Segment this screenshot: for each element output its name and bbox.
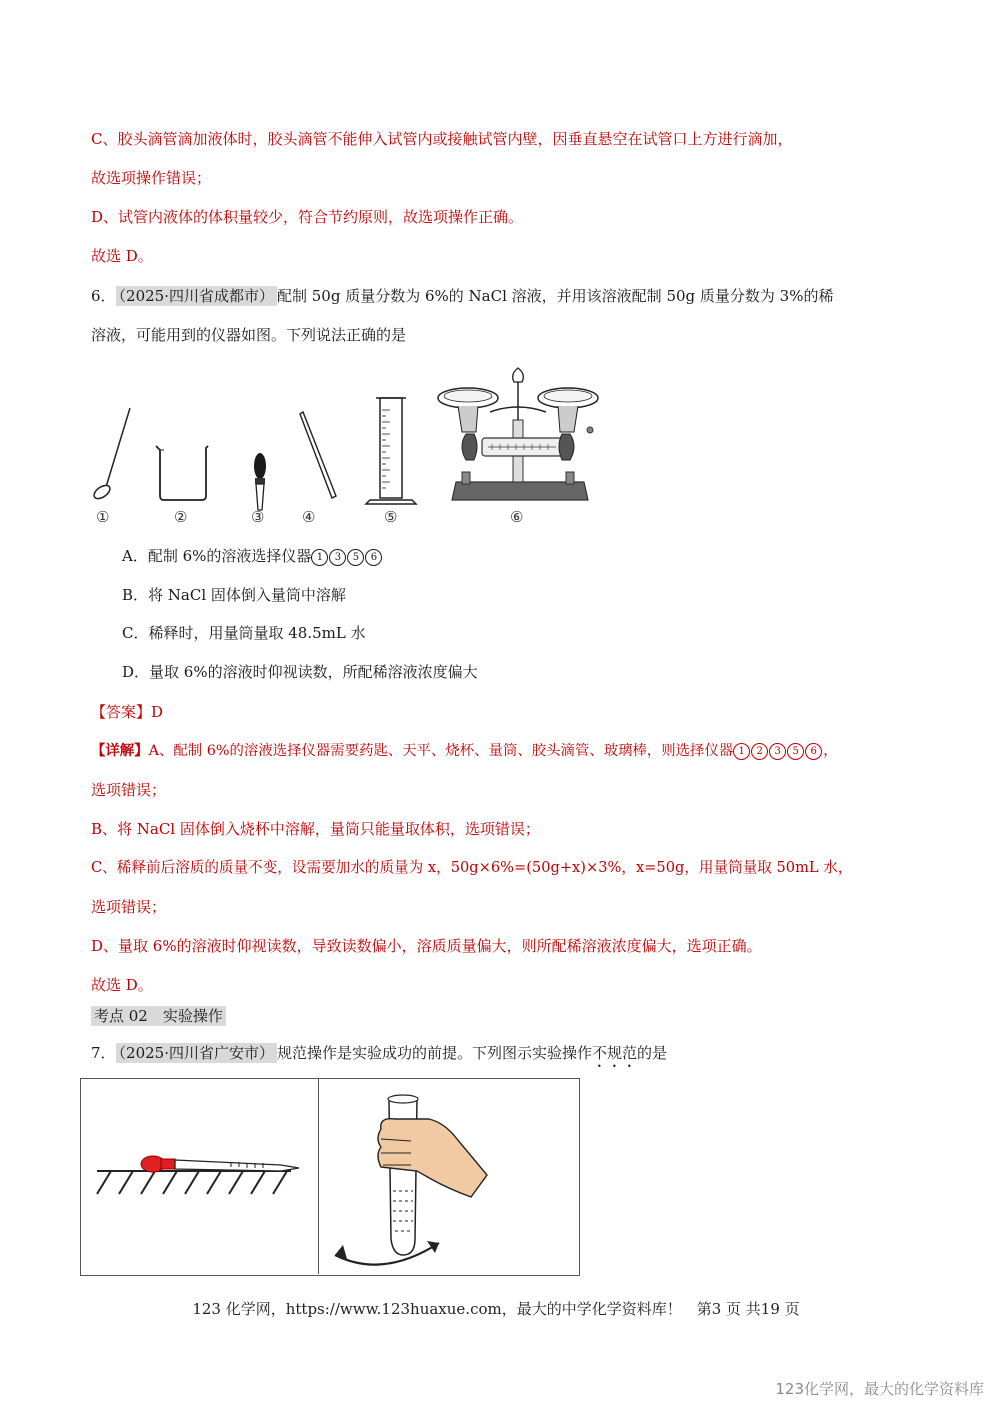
glass-rod-icon (300, 412, 336, 498)
item-num: 3 (769, 743, 786, 760)
page-footer: 123 化学网，https://www.123huaxue.com，最大的中学化学资料库！ 第3 页 共19 页 (192, 1300, 800, 1318)
section-header (91, 1005, 226, 1027)
q6-detail-b: B、将 NaCl 固体倒入烧杯中溶解，量筒只能量取体积，选项错误； (91, 820, 540, 838)
q7-stem-text: 规范操作是实验成功的前提。下列图示实验操作 (277, 1044, 593, 1062)
q6-detail-a-line1 (91, 740, 838, 762)
detail-tag: 【详解】 (91, 742, 149, 759)
q6-option-a-text: A．配制 6%的溶液选择仪器 (122, 547, 312, 565)
beaker-icon (156, 446, 208, 500)
q6-option-a (122, 545, 383, 567)
item-num: 6 (365, 549, 382, 566)
instrument-label-1: ① (96, 508, 110, 526)
q7-stem-end: 的是 (637, 1044, 668, 1062)
q6-select: 故选 D。 (91, 976, 153, 994)
prev-option-c-line1: C、胶头滴管滴加液体时，胶头滴管不能伸入试管内或接触试管内壁，因垂直悬空在试管口上方进行滴加， (91, 130, 793, 148)
item-num: 6 (805, 743, 822, 760)
instrument-label-3: ③ (251, 508, 265, 526)
instrument-label-4: ④ (302, 508, 316, 526)
instrument-label-6: ⑥ (510, 508, 524, 526)
dropper-icon (254, 453, 266, 510)
prev-select: 故选 D。 (91, 247, 153, 265)
graduated-cylinder-icon (366, 398, 416, 504)
q6-option-b: B．将 NaCl 固体倒入量筒中溶解 (122, 586, 346, 604)
spoon-icon (92, 408, 130, 501)
item-num: 2 (751, 743, 768, 760)
instrument-label-2: ② (174, 508, 188, 526)
q6-detail-d: D、量取 6%的溶液时仰视读数，导致读数偏小，溶质质量偏大，则所配稀溶液浓度偏大，选项正确。 (91, 937, 762, 955)
q7-source-tag: （2025·四川省广安市） (116, 1043, 277, 1063)
section-tag: 考点 02 实验操作 (91, 1006, 226, 1026)
swing-arrow-icon (335, 1243, 439, 1265)
q6-stem-line2: 溶液，可能用到的仪器如图。下列说法正确的是 (91, 326, 407, 344)
watermark: 123化学网，最大的化学资料库 (775, 1380, 984, 1398)
q6-number: 6． (91, 287, 116, 305)
instruments-figure (90, 360, 600, 530)
instrument-label-5: ⑤ (384, 508, 398, 526)
prev-option-d: D、试管内液体的体积量较少，符合节约原则，故选项操作正确。 (91, 208, 524, 226)
detail-a1: A、配制 6%的溶液选择仪器需要药匙、天平、烧杯、量筒、胶头滴管、玻璃棒，则选择仪器 (148, 743, 734, 759)
q6-detail-c-line2: 选项错误； (91, 898, 167, 916)
item-num: 1 (311, 549, 328, 566)
q7-number: 7． (91, 1044, 116, 1062)
q7-stem (91, 1042, 667, 1071)
q6-source-tag: （2025·四川省成都市） (116, 286, 277, 306)
balance-icon (438, 368, 598, 500)
q7-stem-emphasis: 不规范 (592, 1044, 638, 1062)
item-num: 3 (329, 549, 346, 566)
prev-option-c-line2: 故选项操作错误； (91, 169, 212, 187)
dropper-on-table-illustration (81, 1079, 317, 1273)
q6-detail-c-line1: C、稀释前后溶质的质量不变，设需要加水的质量为 x，50g×6%=(50g+x)×3%，x=50g，用量筒量取 50mL 水， (91, 859, 853, 876)
q6-answer: 【答案】D (91, 703, 164, 721)
shaking-test-tube-illustration (319, 1079, 577, 1273)
q6-stem1: 配制 50g 质量分数为 6%的 NaCl 溶液，并用该溶液配制 50g 质量分数为 3%的稀 (277, 287, 834, 305)
item-num: 1 (733, 743, 750, 760)
q6-option-d: D．量取 6%的溶液时仰视读数，所配稀溶液浓度偏大 (122, 663, 478, 681)
q6-stem-line1 (91, 285, 833, 307)
item-num: 5 (787, 743, 804, 760)
q6-detail-a-line2: 选项错误； (91, 781, 167, 799)
detail-a1-end: ， (823, 743, 838, 759)
q6-option-c: C．稀释时，用量筒量取 48.5mL 水 (122, 624, 366, 642)
item-num: 5 (347, 549, 364, 566)
